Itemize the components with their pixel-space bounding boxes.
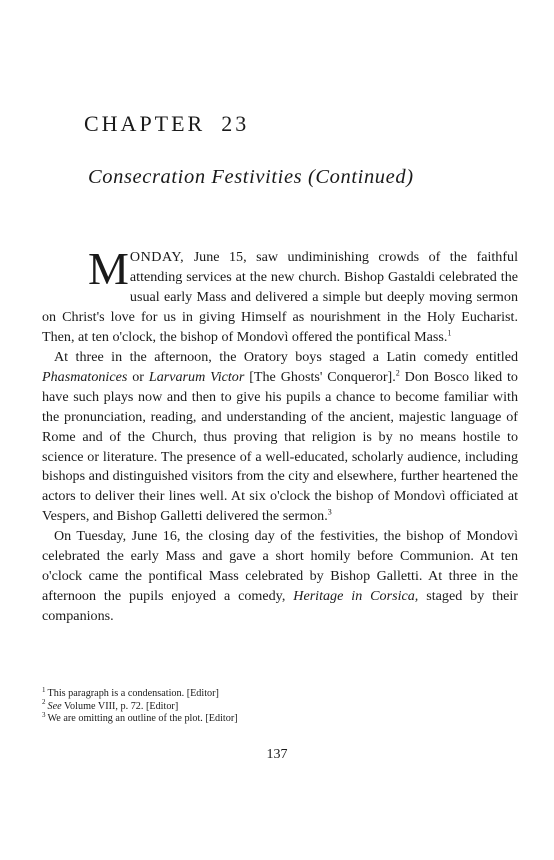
footnote-mark-2: 2 [42, 698, 46, 707]
footnote-3-text: We are omitting an outline of the plot. [Editor] [47, 713, 238, 725]
footnote-mark-1: 1 [42, 685, 46, 694]
footnote-2-text: Volume VIII, p. 72. [Editor] [61, 700, 179, 712]
chapter-label: CHAPTER [84, 111, 206, 136]
footnote-ref-3: 3 [327, 507, 332, 517]
play-title-latin: Phasmatonices [42, 368, 128, 385]
chapter-title: Consecration Festivities (Continued) [88, 166, 414, 188]
body-text [42, 243, 518, 627]
play-title-comedy: Heritage in Corsica, [293, 588, 419, 605]
footnote-3 [42, 710, 482, 726]
paragraph-3 [42, 527, 518, 627]
paragraph-1-text: June 15, saw undiminishing crowds of the faithful attending services at the new church. Bishop Gastaldi celebrated the usual early Mass and delivered a simple but deeply moving sermon on Christ's love for us in giving Himself as nourishment in the Holy Eucharist. Then, at ten o'clock, the bishop of Mondovì offered the pontifical Mass. [42, 249, 518, 345]
lead-word: ONDAY, [129, 249, 185, 265]
footnote-2-see: See [47, 700, 62, 712]
footnote-ref-1: 1 [447, 328, 452, 338]
footnote-ref-2: 2 [395, 368, 400, 378]
footnote-2 [42, 698, 482, 714]
paragraph-2 [42, 348, 518, 528]
footnote-1-text: This paragraph is a condensation. [Editor] [47, 688, 219, 699]
paragraph-1 [42, 243, 518, 348]
footnote-1 [42, 685, 482, 701]
paragraph-3-text-a: On Tuesday, June 16, the closing day of the festivities, the bishop of Mondovì celebrated the early Mass and gave a short homily before Communion. At ten o'clock came the pontifical Mass celebrated by Bishop Galletti. At three in the afternoon the pupils enjoyed a comedy, [42, 528, 518, 605]
page-number: 137 [266, 747, 288, 762]
paragraph-2-text-a: At three in the afternoon, the Oratory boys staged a Latin comedy entitled [54, 348, 518, 365]
play-title-alt: Larvarum Victor [148, 368, 245, 385]
paragraph-2-text-d: Don Bosco liked to have such plays now and then to give his pupils a chance to become familiar with the pronunciation, reading, and understanding of the ancient, majestic language of Rome and of the Church, thus proving that religion is by no means hostile to science or literature. The presence of a well-educated, scholarly audience, including bishops and distinguished visitors from the city and elsewhere, further heartened the actors to deliver their lines well. At six o'clock the bishop of Mondovì officiated at Vespers, and Bishop Galletti delivered the sermon. [42, 368, 518, 525]
drop-cap: M [88, 243, 129, 294]
paragraph-2-text-c: [The Ghosts' Conqueror]. [244, 368, 396, 385]
chapter-heading [84, 111, 249, 137]
footnotes [42, 685, 482, 726]
paragraph-3-text-b: staged by their companions. [42, 588, 518, 625]
chapter-number: 23 [221, 111, 250, 136]
paragraph-2-text-b: or [127, 368, 149, 385]
footnote-mark-3: 3 [42, 710, 46, 719]
